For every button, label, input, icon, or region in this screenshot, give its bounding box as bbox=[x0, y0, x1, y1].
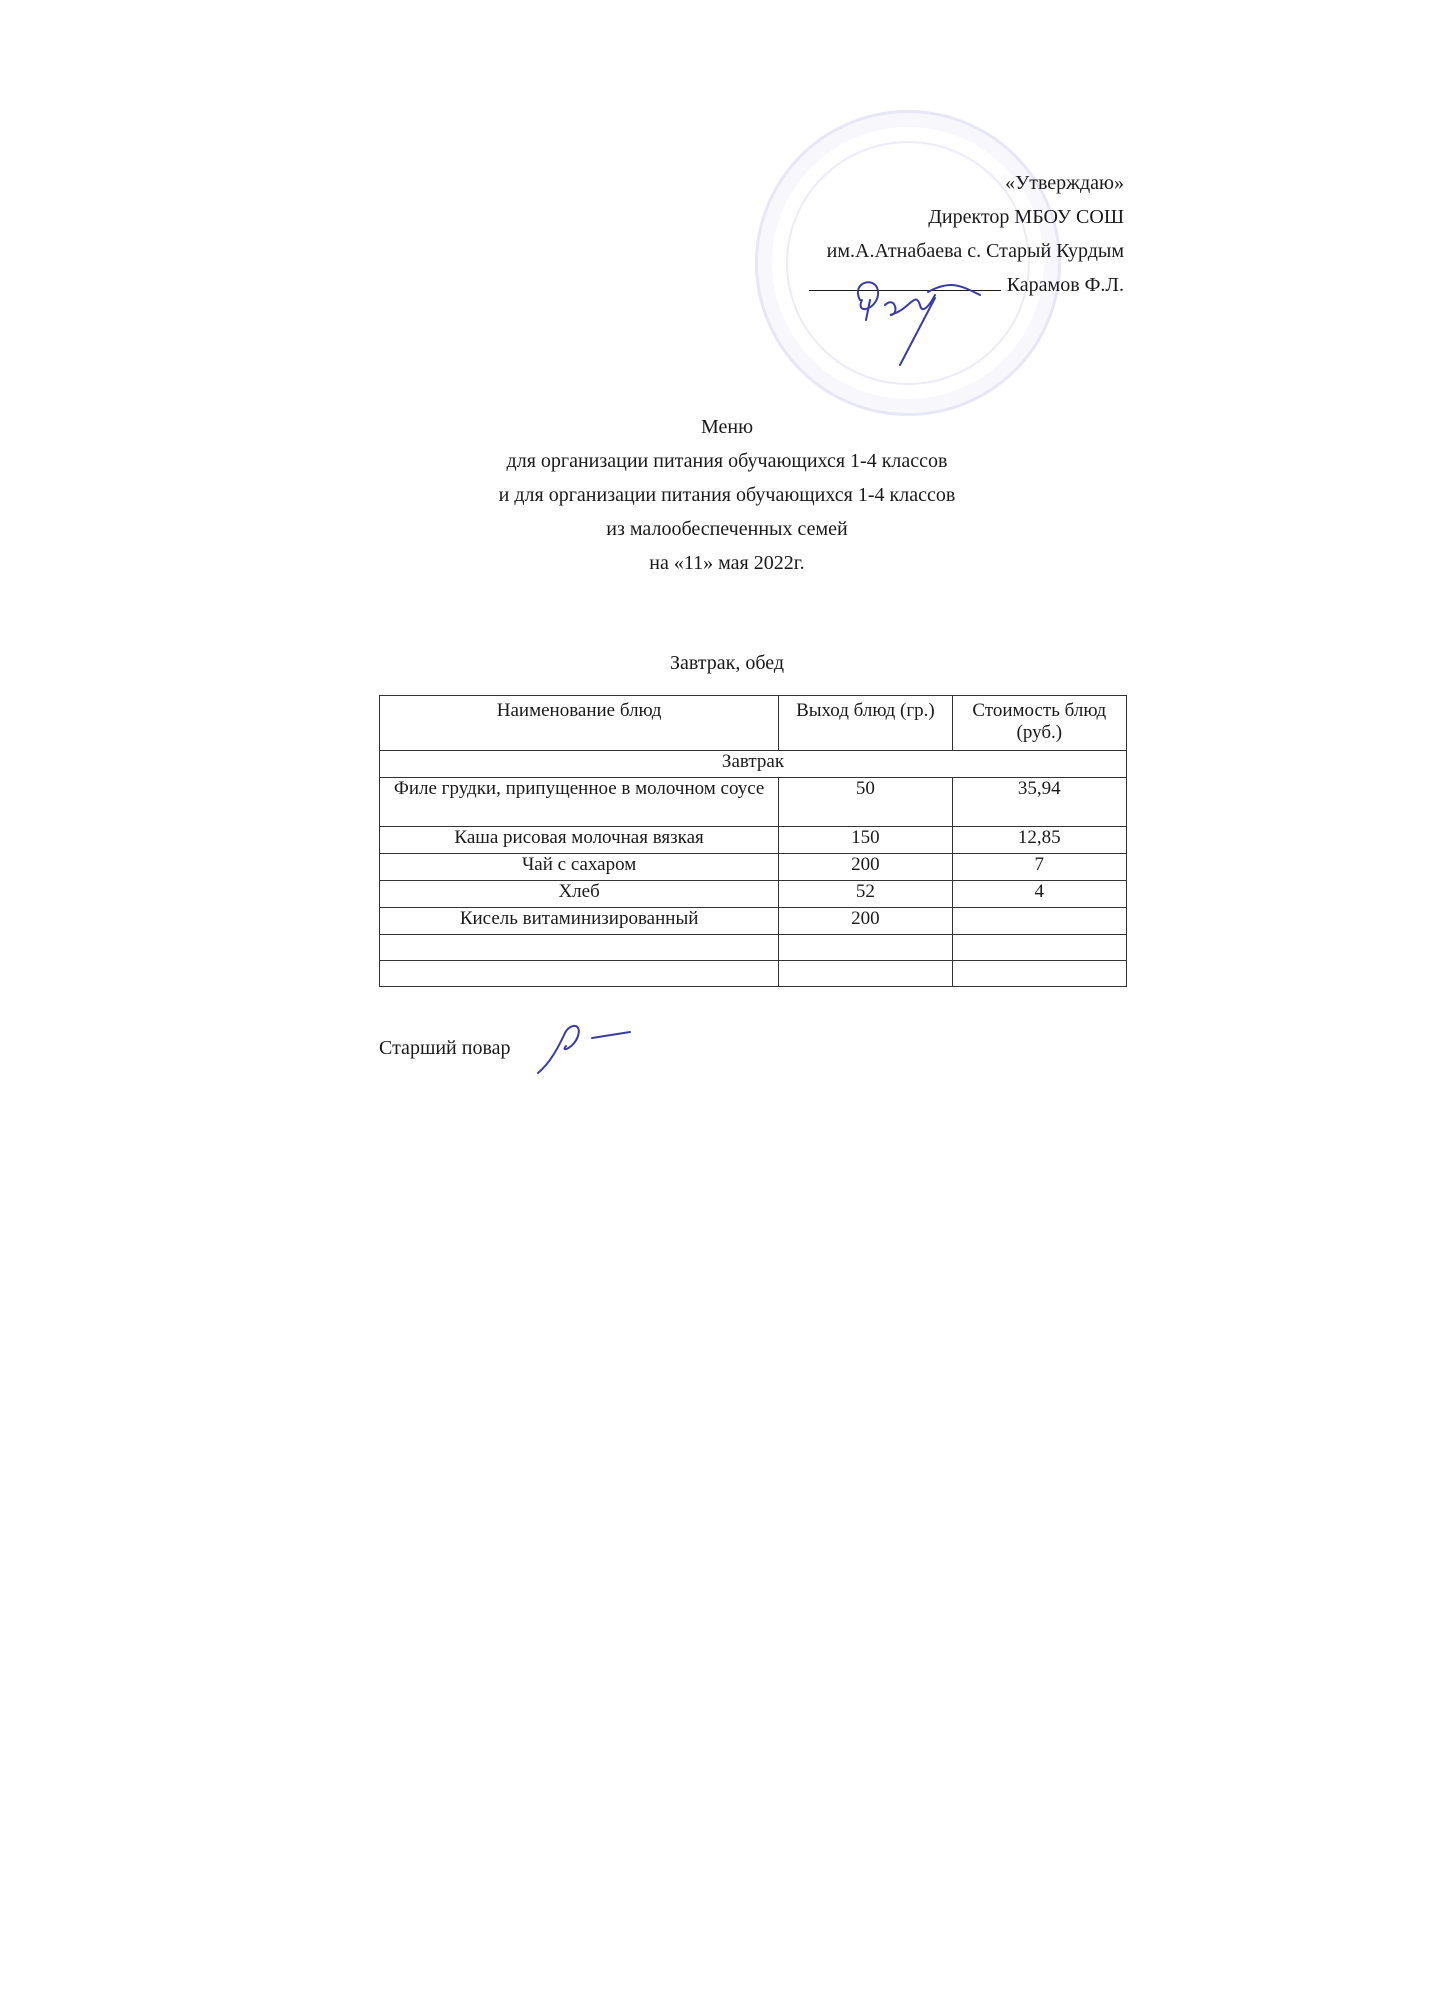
header-cost: Стоимость блюд (руб.) bbox=[952, 696, 1126, 751]
director-signature bbox=[840, 270, 990, 370]
dish-cost: 12,85 bbox=[952, 827, 1126, 854]
approval-signer: Карамов Ф.Л. bbox=[1006, 274, 1124, 296]
table-row bbox=[380, 881, 1127, 908]
title-line-3: и для организации питания обучающихся 1-4 классов bbox=[498, 484, 956, 506]
document-title bbox=[0, 410, 1454, 580]
empty-cell bbox=[779, 961, 952, 987]
dish-cost: 7 bbox=[952, 854, 1126, 881]
menu-table bbox=[379, 695, 1127, 987]
cook-signature bbox=[530, 1018, 640, 1078]
approval-school: им.А.Атнабаева с. Старый Курдым bbox=[826, 240, 1124, 262]
approval-heading: «Утверждаю» bbox=[1005, 172, 1124, 194]
empty-cell bbox=[380, 961, 779, 987]
table-row bbox=[380, 827, 1127, 854]
header-yield: Выход блюд (гр.) bbox=[779, 696, 952, 751]
dish-yield: 50 bbox=[779, 778, 952, 827]
section-row bbox=[380, 751, 1127, 778]
meal-caption: Завтрак, обед bbox=[669, 652, 785, 674]
cook-label: Старший повар bbox=[379, 1037, 511, 1059]
dish-yield: 52 bbox=[779, 881, 952, 908]
dish-yield: 150 bbox=[779, 827, 952, 854]
empty-cell bbox=[952, 935, 1126, 961]
table-row bbox=[380, 908, 1127, 935]
empty-row bbox=[380, 961, 1127, 987]
title-date: на «11» мая 2022г. bbox=[649, 552, 805, 574]
dish-cost: 35,94 bbox=[952, 778, 1126, 827]
title-line-4: из малообеспеченных семей bbox=[606, 518, 848, 540]
dish-cost bbox=[952, 908, 1126, 935]
dish-cost: 4 bbox=[952, 881, 1126, 908]
dish-yield: 200 bbox=[779, 908, 952, 935]
dish-name: Каша рисовая молочная вязкая bbox=[380, 827, 779, 854]
dish-yield: 200 bbox=[779, 854, 952, 881]
dish-name: Чай с сахаром bbox=[380, 854, 779, 881]
dish-name: Хлеб bbox=[380, 881, 779, 908]
dish-name: Филе грудки, припущенное в молочном соусе bbox=[380, 778, 779, 827]
empty-cell bbox=[952, 961, 1126, 987]
empty-cell bbox=[779, 935, 952, 961]
approval-position: Директор МБОУ СОШ bbox=[928, 206, 1124, 228]
title-line-2: для организации питания обучающихся 1-4 классов bbox=[506, 450, 948, 472]
section-label: Завтрак bbox=[380, 751, 1127, 778]
table-header-row bbox=[380, 696, 1127, 751]
title-line-1: Меню bbox=[700, 416, 754, 438]
header-dish-name: Наименование блюд bbox=[380, 696, 779, 751]
empty-row bbox=[380, 935, 1127, 961]
table-row bbox=[380, 778, 1127, 827]
empty-cell bbox=[380, 935, 779, 961]
table-row bbox=[380, 854, 1127, 881]
dish-name: Кисель витаминизированный bbox=[380, 908, 779, 935]
